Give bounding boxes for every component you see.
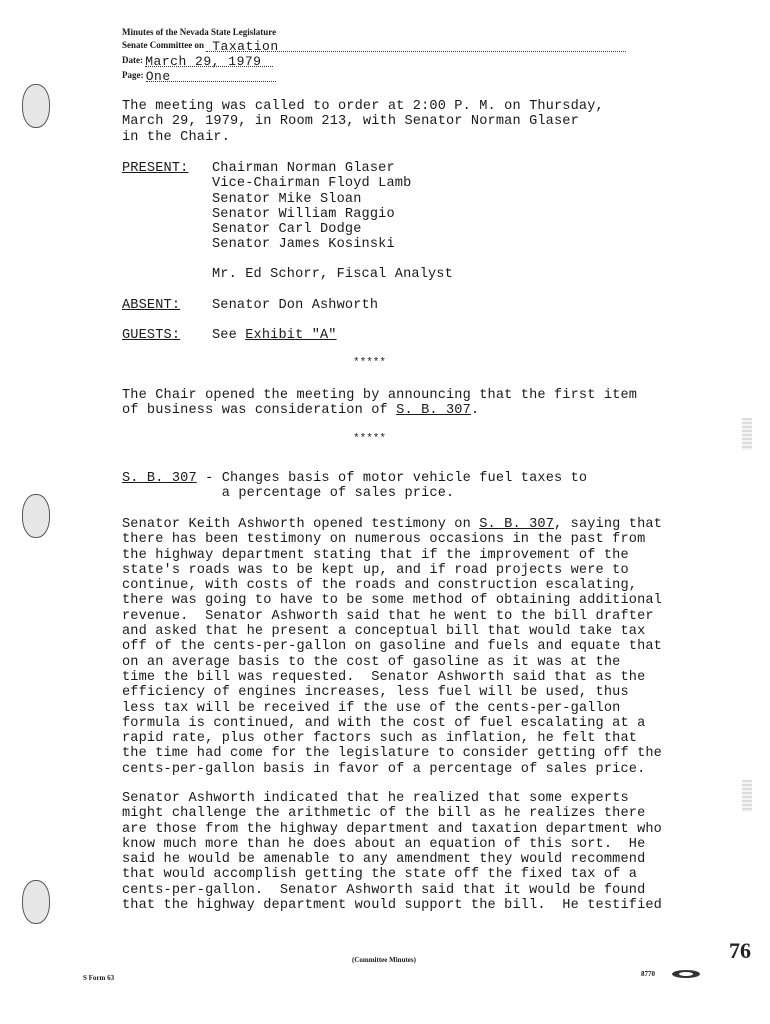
committee-line	[122, 39, 626, 52]
committee-value: Taxation	[212, 39, 279, 54]
present-staff: Mr. Ed Schorr, Fiscal Analyst	[212, 267, 453, 282]
page-label: Page:	[122, 70, 144, 80]
bill-heading-number: S. B. 307	[122, 471, 197, 486]
bill-reference: S. B. 307	[396, 403, 471, 419]
opening-paragraph: The Chair opened the meeting by announcing that the first item of business was consideration of S. B. 307.	[122, 388, 638, 419]
document-header-title: Minutes of the Nevada State Legislature	[122, 27, 277, 37]
page-number: 76	[729, 938, 751, 963]
footer-form-number: S Form 63	[83, 974, 115, 982]
scan-mark	[742, 418, 752, 450]
present-label: PRESENT:	[122, 161, 189, 176]
separator-2: *****	[353, 433, 387, 445]
exhibit-reference: Exhibit "A"	[245, 328, 337, 343]
bill-heading: S. B. 307 - Changes basis of motor vehicle fuel taxes to a percentage of sales price.	[122, 471, 588, 502]
committee-label: Senate Committee on	[122, 40, 204, 50]
date-line	[122, 54, 273, 67]
page-line	[122, 69, 276, 82]
testimony-paragraph-1: Senator Keith Ashworth opened testimony on S. B. 307, saying that there has been testimony on numerous occasions in the past from the highway department stating that if the improvement of the state's roads was to be kept up, and if road projects were to continue, with costs of the roads and construction escalating, there was going to have to be some method of obtaining additional revenue. Senator Ashworth said that he went to the bill drafter and asked that he present a conceptual bill that would take tax off of the cents-per-gallon on gasoline and fuels and equate that on an average basis to the cost of gasoline as it was at the time the bill was requested. Senator Ashworth said that as the efficiency of engines increases, less fuel will be used, thus less tax will be received if the use of the cents-per-gallon formula is continued, and with the cost of fuel escalating at a rapid rate, plus other factors such as inflation, he felt that the time had come for the legislature to consider getting off the cents-per-gallon basis in favor of a percentage of sales price.	[122, 517, 663, 777]
punch-hole-top	[22, 84, 50, 128]
intro-paragraph: The meeting was called to order at 2:00 P. M. on Thursday, March 29, 1979, in Room 213, with Senator Norman Glaser in the Chair.	[122, 99, 604, 145]
present-member: Senator Carl Dodge	[212, 222, 362, 238]
present-member: Senator William Raggio	[212, 206, 395, 222]
absent-label: ABSENT:	[122, 298, 181, 313]
bill-reference: S. B. 307	[479, 517, 555, 532]
footer-code: 8770	[641, 970, 655, 978]
present-member: Senator James Kosinski	[212, 237, 395, 253]
absent-value: Senator Don Ashworth	[212, 298, 379, 313]
punch-hole-middle	[22, 494, 50, 538]
date-value: March 29, 1979	[145, 54, 262, 69]
separator-1: *****	[353, 357, 387, 369]
punch-hole-bottom	[22, 880, 50, 924]
footer-committee-minutes: (Committee Minutes)	[352, 956, 416, 964]
scan-mark	[742, 780, 752, 812]
printer-logo-icon	[671, 969, 701, 979]
guests-value: See Exhibit "A"	[212, 328, 337, 343]
present-member: Vice-Chairman Floyd Lamb	[212, 176, 412, 192]
date-label: Date:	[122, 55, 143, 65]
page-value: One	[145, 69, 171, 84]
present-member: Senator Mike Sloan	[212, 191, 362, 207]
present-list	[212, 161, 612, 253]
present-member: Chairman Norman Glaser	[212, 161, 395, 176]
guests-label: GUESTS:	[122, 328, 181, 343]
testimony-paragraph-2: Senator Ashworth indicated that he realized that some experts might challenge the arithmetic of the bill as he realizes there are those from the highway department and taxation department who know much more than he does about an equation of this sort. He said he would be amenable to any amendment they would recommend that would accomplish getting the state off the fixed tax of a cents-per-gallon. Senator Ashworth said that it would be found that the highway department would support the bill. He testified	[122, 791, 662, 914]
